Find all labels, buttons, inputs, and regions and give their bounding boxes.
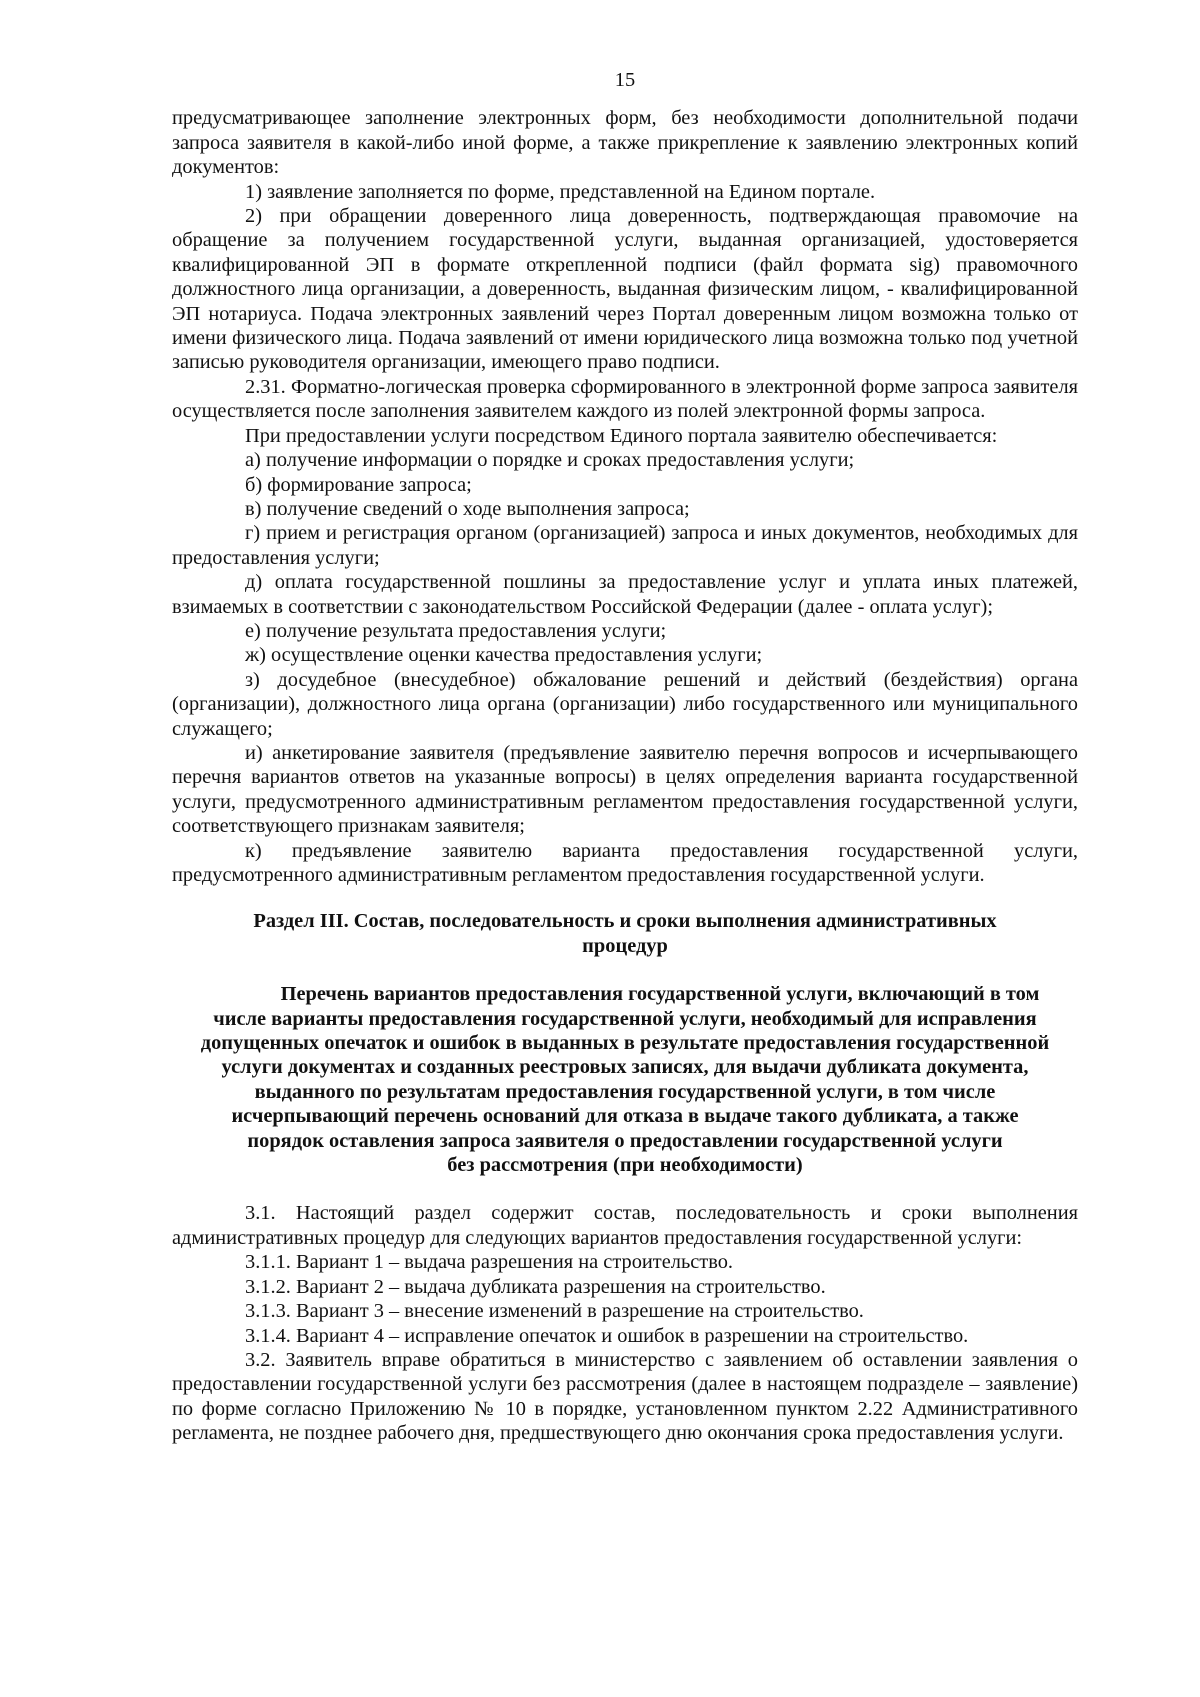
body-text-bottom [172, 1201, 1078, 1445]
paragraph-p9: д) оплата государственной пошлины за предоставление услуг и уплата иных платежей, взимаемых в соответствии с законодательством Российской Федерации (далее - оплата услуг); [172, 571, 1078, 618]
paragraph-q0: 3.1. Настоящий раздел содержит состав, последовательность и сроки выполнения административных процедур для следующих вариантов предоставления государственной услуги: [172, 1202, 1078, 1249]
paragraph-p4: При предоставлении услуги посредством Единого портала заявителю обеспечивается: [245, 424, 998, 447]
paragraph-q5: 3.2. Заявитель вправе обратиться в министерство с заявлением об оставлении заявления о предоставлении государственной услуги без рассмотрения (далее в настоящем подразделе – заявление) по форме согласно Приложению № 10 в порядке, установленном пунктом 2.22 Административного регламента, не позднее рабочего дня, предшествующего дню окончания срока предоставления услуги. [172, 1348, 1078, 1445]
paragraph-p2: 2) при обращении доверенного лица доверенность, подтверждающая правомочие на обращение за получением государственной услуги, выданная организацией, удостоверяется квалифицированной ЭП в формате открепленной подписи (файл формата sig) правомочного должностного лица организации, а доверенность, выданная физическим лицом, - квалифицированной ЭП нотариуса. Подача электронных заявлений через Портал доверенным лицом возможна только от имени физического лица. Подача заявлений от имени юридического лица возможна только под учетной записью руководителя организации, имеющего право подписи. [172, 205, 1078, 374]
paragraph-p12: з) досудебное (внесудебное) обжалование решений и действий (бездействия) органа (организации), должностного лица органа (организации) либо государственного или муниципального служащего; [172, 668, 1078, 740]
subsection-title-line: порядок оставления запроса заявителя о предоставлении государственной услуги [247, 1129, 1003, 1152]
paragraph-q3: 3.1.3. Вариант 3 – внесение изменений в разрешение на строительство. [245, 1300, 864, 1323]
subsection-title-line: услуги документах и созданных реестровых записях, для выдачи дубликата документа, [221, 1056, 1029, 1079]
section-title-line: Раздел III. Состав, последовательность и сроки выполнения административных [253, 910, 997, 933]
section-title-line: процедур [582, 934, 668, 957]
paragraph-p8: г) прием и регистрация органом (организацией) запроса и иных документов, необходимых для предоставления услуги; [172, 522, 1078, 569]
paragraph-p11: ж) осуществление оценки качества предоставления услуги; [245, 644, 763, 667]
paragraph-p3: 2.31. Форматно-логическая проверка сформированного в электронной форме запроса заявителя осуществляется после заполнения заявителем каждого из полей электронной формы запроса. [172, 375, 1078, 423]
subsection-title [172, 982, 1078, 1177]
page-number: 15 [614, 69, 636, 91]
paragraph-p7: в) получение сведений о ходе выполнения запроса; [245, 497, 690, 520]
subsection-title-line: без рассмотрения (при необходимости) [447, 1154, 803, 1177]
paragraph-p10: е) получение результата предоставления услуги; [245, 619, 667, 642]
subsection-title-line: исчерпывающий перечень оснований для отказа в выдаче такого дубликата, а также [231, 1105, 1019, 1128]
subsection-title-line: Перечень вариантов предоставления государственной услуги, включающий в том [280, 983, 1040, 1006]
paragraph-p6: б) формирование запроса; [245, 473, 472, 496]
body-text-top [172, 106, 1078, 887]
paragraph-q1: 3.1.1. Вариант 1 – выдача разрешения на строительство. [245, 1251, 733, 1274]
paragraph-p5: а) получение информации о порядке и сроках предоставления услуги; [245, 449, 855, 472]
paragraph-p0: предусматривающее заполнение электронных форм, без необходимости дополнительной подачи запроса заявителя в какой-либо иной форме, а также прикрепление к заявлению электронных копий документов: [172, 107, 1078, 179]
paragraph-q4: 3.1.4. Вариант 4 – исправление опечаток и ошибок в разрешении на строительство. [245, 1324, 969, 1347]
paragraph-p13: и) анкетирование заявителя (предъявление заявителю перечня вопросов и исчерпывающего перечня вариантов ответов на указанные вопросы) в целях определения варианта государственной услуги, предусмотренного административным регламентом предоставления государственной услуги, соответствующего признакам заявителя; [172, 741, 1078, 838]
paragraph-q2: 3.1.2. Вариант 2 – выдача дубликата разрешения на строительство. [245, 1275, 826, 1298]
paragraph-p1: 1) заявление заполняется по форме, представленной на Едином портале. [245, 180, 876, 203]
subsection-title-line: выданного по результатам предоставления государственной услуги, в том числе [254, 1080, 996, 1103]
paragraph-p14: к) предъявление заявителю варианта предоставления государственной услуги, предусмотренного административным регламентом предоставления государственной услуги. [172, 839, 1078, 886]
subsection-title-line: допущенных опечаток и ошибок в выданных в результате предоставления государственной [200, 1032, 1050, 1055]
section-title [172, 909, 1078, 958]
subsection-title-line: числе варианты предоставления государственной услуги, необходимый для исправления [213, 1007, 1037, 1030]
